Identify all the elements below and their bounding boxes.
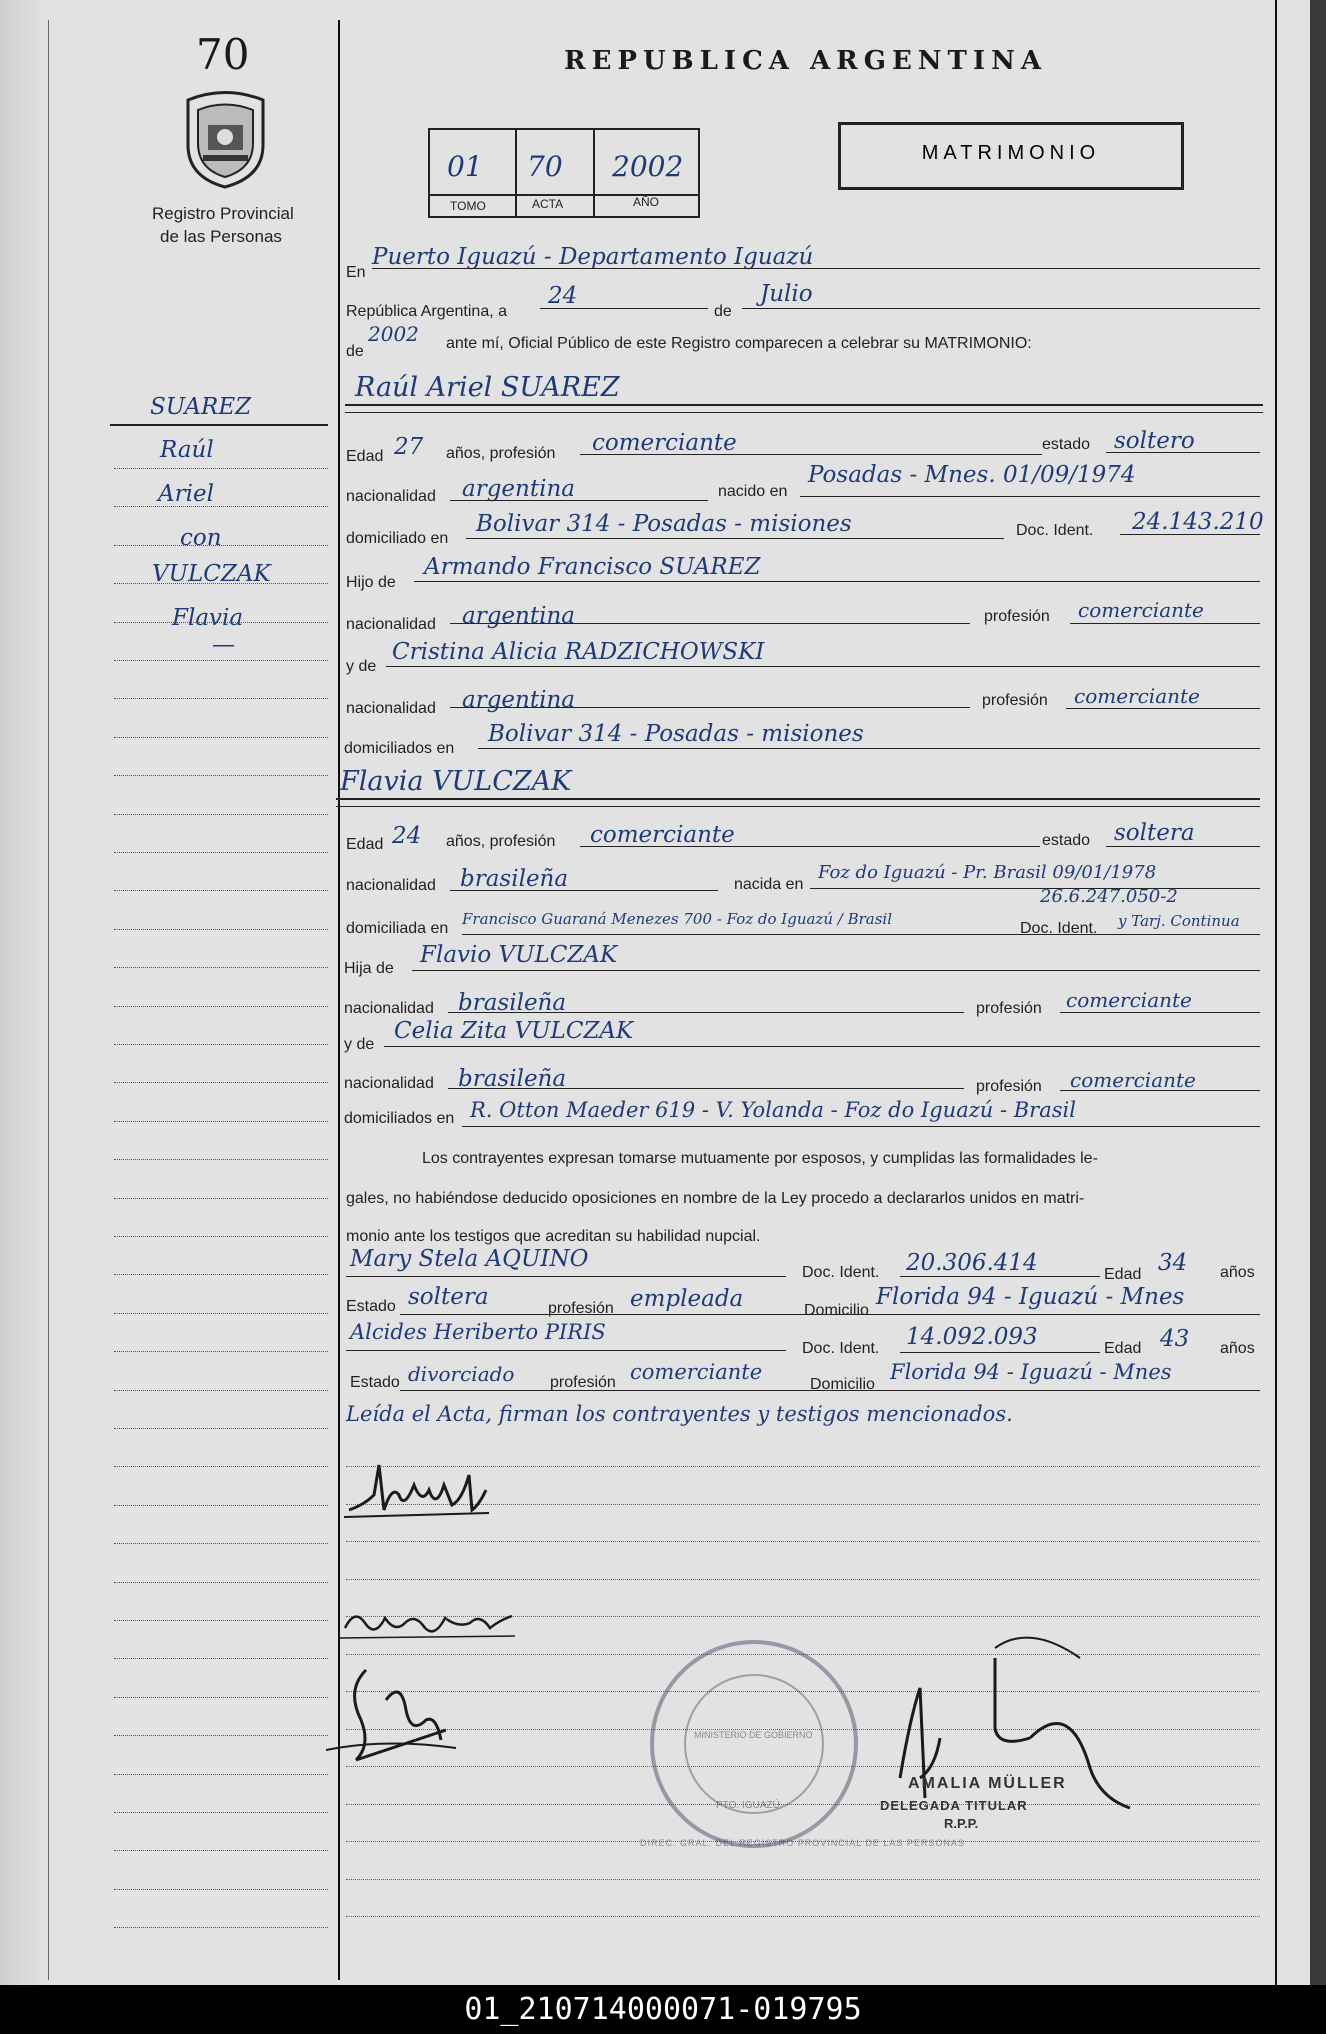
label-anos: años [1220, 1264, 1255, 1281]
label-nacionalidad: nacionalidad [346, 488, 436, 505]
margin-name-0: SUAREZ [150, 394, 252, 420]
witness1-address: Florida 94 - Iguazú - Mnes [876, 1284, 1185, 1310]
witness2-age: 43 [1160, 1326, 1190, 1352]
witness1-doc: 20.306.414 [906, 1250, 1038, 1276]
year-value: 2002 [368, 322, 419, 346]
body-rule [346, 1879, 1260, 1880]
label-nacionalidad: nacionalidad [346, 877, 436, 894]
label-nacionalidad: nacionalidad [346, 700, 436, 717]
bride-nationality: brasileña [460, 866, 569, 892]
label-nacionalidad: nacionalidad [344, 1075, 434, 1092]
place-value: Puerto Iguazú - Departamento Iguazú [372, 244, 814, 270]
label-estado: estado [1042, 832, 1091, 849]
margin-rule [114, 1812, 328, 1813]
margin-rule [114, 506, 328, 507]
bride-profession: comerciante [590, 822, 735, 848]
margin-name-5: Flavia [172, 605, 244, 631]
witness2-name: Alcides Heriberto PIRIS [350, 1320, 606, 1344]
bride-name: Flavia VULCZAK [340, 766, 572, 797]
body-rule [346, 1916, 1260, 1917]
label-ante: ante mí, Oficial Público de este Registro comparecen a celebrar su MATRIMONIO: [446, 335, 1032, 352]
right-border [1275, 0, 1277, 1985]
label-nacionalidad: nacionalidad [346, 616, 436, 633]
label-domiciliado-en: domiciliado en [346, 530, 449, 547]
margin-rule [114, 1505, 328, 1506]
margin-rule [114, 545, 328, 546]
legal-text-3: monio ante los testigos que acreditan su habilidad nupcial. [346, 1228, 761, 1245]
groom-doc: 24.143.210 [1132, 509, 1264, 535]
label-estado: estado [1042, 436, 1091, 453]
margin-rule [114, 1927, 328, 1928]
margin-rule [114, 814, 328, 815]
label-y-de: y de [344, 1036, 375, 1053]
bride-address: Francisco Guaraná Menezes 700 - Foz do Iguazú / Brasil [462, 910, 893, 928]
month-value: Julio [760, 281, 813, 307]
margin-rule [114, 1697, 328, 1698]
binding-edge [0, 0, 48, 1985]
label-estado-w: Estado [346, 1298, 396, 1315]
body-rule [346, 1541, 1260, 1542]
legal-text-1: Los contrayentes expresan tomarse mutuamente por esposos, y cumplidas las formalidades le- [422, 1150, 1098, 1167]
margin-rule [114, 1620, 328, 1621]
signature-witness-1 [326, 1660, 466, 1770]
margin-name-6: — [212, 632, 235, 658]
bride-father-nationality: brasileña [458, 990, 567, 1016]
label-estado-w: Estado [350, 1374, 400, 1391]
margin-rule [114, 1582, 328, 1583]
margin-rule [114, 698, 328, 699]
label-nacionalidad: nacionalidad [344, 1000, 434, 1017]
margin-rule [114, 1351, 328, 1352]
margin-rule [114, 1428, 328, 1429]
bride-mother-profession: comerciante [1070, 1068, 1196, 1092]
official-seal [650, 1640, 858, 1848]
label-anos-profesion: años, profesión [446, 445, 556, 462]
groom-mother: Cristina Alicia RADZICHOWSKI [392, 639, 765, 665]
day-value: 24 [548, 283, 578, 309]
official-org: R.P.P. [944, 1816, 979, 1831]
tomo-value: 01 [447, 150, 483, 183]
label-y-de: y de [346, 658, 377, 675]
margin-rule [114, 1236, 328, 1237]
label-profesion: profesión [976, 1078, 1042, 1095]
bride-birth: Foz do Iguazú - Pr. Brasil 09/01/1978 [818, 862, 1157, 883]
groom-nationality: argentina [462, 476, 575, 502]
groom-birth: Posadas - Mnes. 01/09/1974 [808, 462, 1136, 488]
groom-parents-address: Bolivar 314 - Posadas - misiones [488, 721, 864, 747]
margin-rule [114, 1735, 328, 1736]
groom-profession: comerciante [592, 430, 737, 456]
label-profesion: profesión [976, 1000, 1042, 1017]
label-anos-profesion: años, profesión [446, 833, 556, 850]
label-doc-ident: Doc. Ident. [802, 1340, 880, 1357]
margin-rule [114, 1313, 328, 1314]
bride-father-profession: comerciante [1066, 988, 1192, 1012]
label-anos: años [1220, 1340, 1255, 1357]
margin-rule [114, 1774, 328, 1775]
closing-statement: Leída el Acta, firman los contrayentes y testigos mencionados. [346, 1402, 1013, 1426]
record-type: MATRIMONIO [921, 142, 1101, 164]
groom-age: 27 [394, 434, 424, 460]
label-domicilio: Domicilio [810, 1376, 875, 1393]
registry-line-1: Registro Provincial [152, 204, 294, 223]
margin-rule [114, 1006, 328, 1007]
label-domicilio: Domicilio [804, 1302, 869, 1319]
legal-text-2: gales, no habiéndose deducido oposiciones en nombre de la Ley procedo a declararlos unidos en matri- [346, 1190, 1085, 1207]
label-profesion: profesión [982, 692, 1048, 709]
label-de-year: de [346, 343, 364, 360]
margin-rule [114, 1082, 328, 1083]
bride-mother-nationality: brasileña [458, 1066, 567, 1092]
groom-mother-profession: comerciante [1074, 684, 1200, 708]
official-title: DELEGADA TITULAR [880, 1798, 1028, 1813]
acta-label: ACTA [532, 197, 564, 211]
page-number: 70 [196, 30, 250, 79]
margin-rule [114, 852, 328, 853]
witness2-profession: comerciante [630, 1360, 763, 1384]
label-nacida-en: nacida en [734, 876, 804, 893]
margin-rule [114, 583, 328, 584]
label-domiciliados-en: domiciliados en [344, 740, 455, 757]
witness2-status: divorciado [408, 1362, 515, 1386]
label-domiciliada-en: domiciliada en [346, 920, 449, 937]
body-rule [346, 1579, 1260, 1580]
ano-value: 2002 [612, 150, 684, 183]
bride-mother: Celia Zita VULCZAK [394, 1018, 634, 1044]
seal-text: DIREC. GRAL. DEL REGISTRO PROVINCIAL DE LAS PERSONAS [640, 1838, 965, 1848]
groom-father-nationality: argentina [462, 603, 575, 629]
margin-rule [114, 929, 328, 930]
margin-name-4: VULCZAK [152, 561, 271, 587]
margin-rule [114, 1390, 328, 1391]
groom-address: Bolivar 314 - Posadas - misiones [476, 511, 852, 537]
margin-rule [114, 1198, 328, 1199]
margin-rule [114, 737, 328, 738]
bride-age: 24 [392, 823, 422, 849]
coat-of-arms-icon [178, 85, 273, 190]
margin-name-1: Raúl [160, 437, 214, 463]
country-title: REPUBLICA ARGENTINA [564, 46, 1048, 76]
margin-rule [114, 775, 328, 776]
ano-label: AÑO [633, 195, 660, 209]
label-en: En [346, 264, 366, 281]
label-profesion: profesión [984, 608, 1050, 625]
groom-father-profession: comerciante [1078, 598, 1204, 622]
margin-name-3: con [180, 525, 222, 551]
groom-name: Raúl Ariel SUAREZ [355, 372, 620, 403]
witness1-name: Mary Stela AQUINO [350, 1246, 589, 1272]
margin-rule [114, 1121, 328, 1122]
margin-rule [114, 468, 328, 469]
witness2-address: Florida 94 - Iguazú - Mnes [890, 1360, 1172, 1384]
label-edad-w: Edad [1104, 1266, 1142, 1283]
label-doc-ident: Doc. Ident. [802, 1264, 880, 1281]
label-profesion-w: profesión [550, 1374, 616, 1391]
registry-line-2: de las Personas [160, 227, 282, 246]
document-id-footer: 01_210714000071-019795 [0, 1985, 1326, 2034]
label-hija-de: Hija de [344, 960, 394, 977]
groom-mother-nationality: argentina [462, 687, 575, 713]
label-republica: República Argentina, a [346, 303, 507, 320]
margin-rule [114, 1274, 328, 1275]
label-doc-ident: Doc. Ident. [1016, 522, 1094, 539]
signature-groom [344, 1455, 494, 1525]
tomo-label: TOMO [450, 199, 486, 213]
margin-rule [114, 1850, 328, 1851]
acta-value: 70 [527, 150, 563, 183]
bride-doc: y Tarj. Continua [1118, 912, 1240, 930]
margin-rule [114, 1658, 328, 1659]
margin-rule [114, 1466, 328, 1467]
witness2-doc: 14.092.093 [906, 1324, 1038, 1350]
label-domiciliados-en: domiciliados en [344, 1110, 455, 1127]
bride-father: Flavio VULCZAK [420, 942, 618, 968]
margin-rule [114, 1159, 328, 1160]
margin-rule [114, 1543, 328, 1544]
witness1-profession: empleada [630, 1286, 744, 1312]
witness1-status: soltera [408, 1284, 489, 1310]
label-profesion-w: profesión [548, 1300, 614, 1317]
label-edad-w: Edad [1104, 1340, 1142, 1357]
record-type-box [838, 122, 1184, 190]
seal-inner-text: MINISTERIO DE GOBIERNO [694, 1730, 813, 1740]
witness1-age: 34 [1158, 1250, 1188, 1276]
margin-rule [114, 890, 328, 891]
margin-name-2: Ariel [158, 481, 214, 507]
seal-place-text: PTO. IGUAZÚ [716, 1800, 780, 1811]
margin-rule [114, 622, 328, 623]
official-name: AMALIA MÜLLER [908, 1775, 1067, 1792]
label-doc-ident: Doc. Ident. [1020, 920, 1098, 937]
margin-rule [114, 1044, 328, 1045]
groom-father: Armando Francisco SUAREZ [424, 554, 761, 580]
label-nacido-en: nacido en [718, 483, 788, 500]
bride-parents-address: R. Otton Maeder 619 - V. Yolanda - Foz do Iguazú - Brasil [470, 1098, 1076, 1122]
label-edad: Edad [346, 836, 384, 853]
bride-doc-extra: 26.6.247.050-2 [1040, 886, 1178, 907]
label-hijo-de: Hijo de [346, 574, 396, 591]
label-de: de [714, 303, 732, 320]
margin-rule [114, 1889, 328, 1890]
signature-bride [340, 1598, 520, 1648]
margin-rule [114, 660, 328, 661]
bride-status: soltera [1114, 820, 1195, 846]
label-edad: Edad [346, 448, 384, 465]
margin-rule [114, 967, 328, 968]
groom-status: soltero [1114, 428, 1195, 454]
